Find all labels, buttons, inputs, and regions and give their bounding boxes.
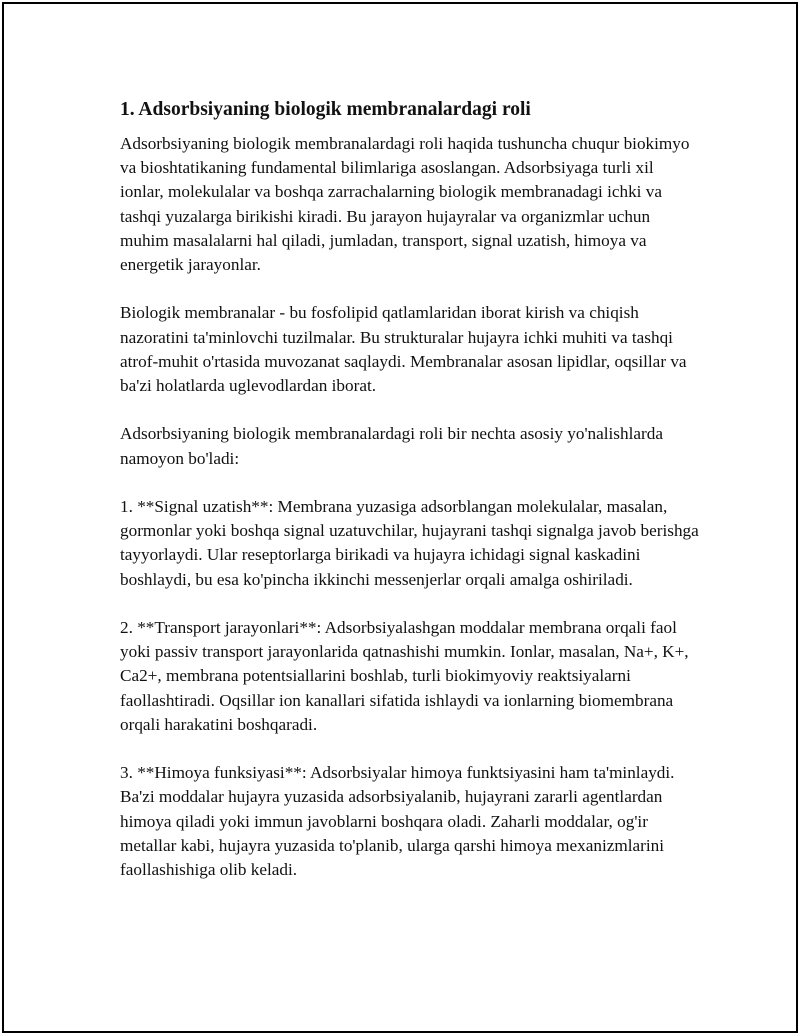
document-body (120, 98, 700, 882)
paragraph-intro: Adsorbsiyaning biologik membranalardagi roli haqida tushuncha chuqur biokimyo va bioshtatikaning fundamental bilimlariga asoslangan. Adsorbsiyaga turli xil ionlar, molekulalar va boshqa zarrachalarning biologik membranadagi ichki va tashqi yuzalarga birikishi kiradi. Bu jarayon hujayralar va organizmlar uchun muhim masalalarni hal qiladi, jumladan, transport, signal uzatish, himoya va energetik jarayonlar. (120, 134, 690, 275)
paragraph-directions: Adsorbsiyaning biologik membranalardagi roli bir nechta asosiy yo'nalishlarda namoyon bo'ladi: (120, 424, 663, 468)
paragraph-spacer (120, 471, 700, 495)
paragraph-spacer (120, 277, 700, 301)
list-item-transport: 2. **Transport jarayonlari**: Adsorbsiyalashgan moddalar membrana orqali faol yoki passiv transport jarayonlarida qatnashishi mumkin. Ionlar, masalan, Na+, K+, Ca2+, membrana potentsiallarini boshlab, turli biokimyoviy reaktsiyalarni faollashtiradi. Oqsillar ion kanallari sifatida ishlaydi va ionlarning biomembrana orqali harakatini boshqaradi. (120, 618, 689, 734)
paragraph-membranes: Biologik membranalar - bu fosfolipid qatlamlaridan iborat kirish va chiqish nazoratini ta'minlovchi tuzilmalar. Bu strukturalar hujayra ichki muhiti va tashqi atrof-muhit o'rtasida muvozanat saqlaydi. Membranalar asosan lipidlar, oqsillar va ba'zi holatlarda uglevodlardan iborat. (120, 303, 687, 396)
paragraph-spacer (120, 398, 700, 422)
page-frame (2, 2, 798, 1033)
list-item-signal: 1. **Signal uzatish**: Membrana yuzasiga adsorblangan molekulalar, masalan, gormonlar yoki boshqa signal uzatuvchilar, hujayrani tashqi signalga javob berishga tayyorlaydi. Ular reseptorlarga birikadi va hujayra ichidagi signal kaskadini boshlaydi, bu esa ko'pincha ikkinchi messenjerlar orqali amalga oshiriladi. (120, 497, 699, 589)
section-heading: 1. Adsorbsiyaning biologik membranalardagi roli (120, 99, 531, 120)
list-item-protection: 3. **Himoya funksiyasi**: Adsorbsiyalar himoya funktsiyasini ham ta'minlaydi. Ba'zi moddalar hujayra yuzasida adsorbsiyalanib, hujayrani zararli agentlardan himoya qiladi yoki immun javoblarni boshqara oladi. Zaharli moddalar, og'ir metallar kabi, hujayra yuzasida to'planib, ularga qarshi himoya mexanizmlarini faollashishiga olib keladi. (120, 763, 675, 880)
paragraph-spacer (120, 737, 700, 761)
paragraph-spacer (120, 592, 700, 616)
